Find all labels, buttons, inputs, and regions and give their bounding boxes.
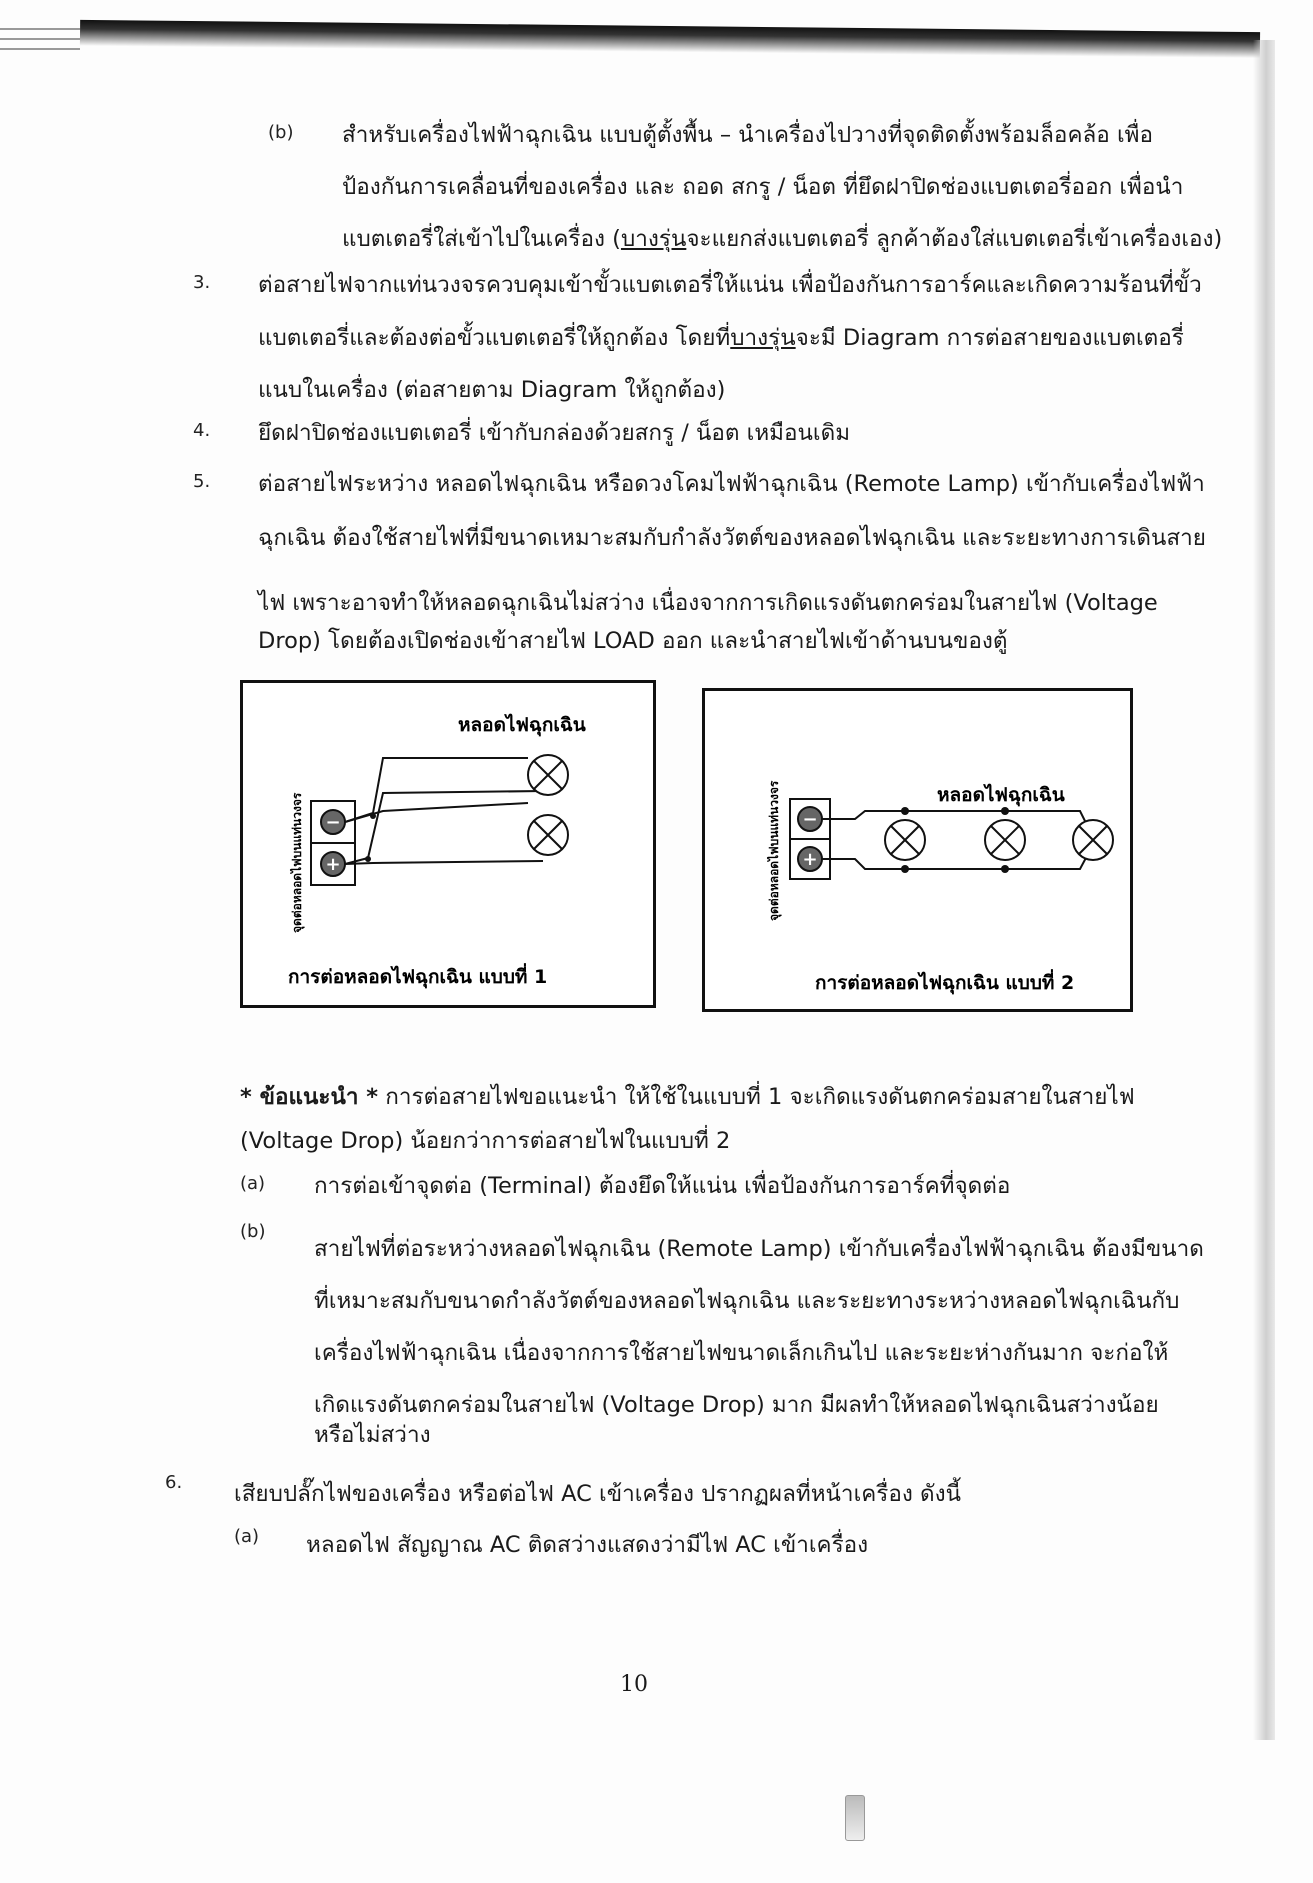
lamp-2-icon xyxy=(985,820,1025,860)
advice-a-line-1: การต่อเข้าจุดต่อ (Terminal) ต้องยึดให้แน่น เพื่อป้องกันการอาร์คที่จุดต่อ xyxy=(314,1173,1011,1199)
item5-line-2: ฉุกเฉิน ต้องใช้สายไฟที่มีขนาดเหมาะสมกับกำลังวัตต์ของหลอดไฟฉุกเฉิน และระยะทางการเดินสาย xyxy=(258,525,1206,551)
item5-line-4: Drop) โดยต้องเปิดช่องเข้าสายไฟ LOAD ออก และนำสายไฟเข้าด้านบนของตู้ xyxy=(258,628,1008,654)
item3-line-2 xyxy=(258,323,1184,353)
advice-b-line-3: เครื่องไฟฟ้าฉุกเฉิน เนื่องจากการใช้สายไฟขนาดเล็กเกินไป และระยะห่างกันมาก จะก่อให้ xyxy=(314,1340,1169,1366)
junction-dot xyxy=(1001,865,1009,873)
advice-label: * ข้อแนะนำ * xyxy=(240,1084,379,1110)
text-span: จะแยกส่งแบตเตอรี่ ลูกค้าต้องใส่แบตเตอรี่เข้าเครื่องเอง) xyxy=(686,226,1223,252)
marker-advice-b: (b) xyxy=(240,1221,266,1242)
binder-clip-mark xyxy=(845,1795,865,1841)
marker-5: 5. xyxy=(193,471,211,492)
lamp-3-icon xyxy=(1073,820,1113,860)
marker-4: 4. xyxy=(193,420,211,441)
item3-line-1: ต่อสายไฟจากแท่นวงจรควบคุมเข้าขั้วแบตเตอรี่ให้แน่น เพื่อป้องกันการอาร์คและเกิดความร้อนที่ขั้ว xyxy=(258,272,1202,298)
page-number: 10 xyxy=(620,1672,648,1697)
junction-dot xyxy=(365,856,371,862)
advice-b-line-4: เกิดแรงดันตกคร่อมในสายไฟ (Voltage Drop) มาก มีผลทำให้หลอดไฟฉุกเฉินสว่างน้อย xyxy=(314,1392,1159,1418)
wire-plus-lamp-2 xyxy=(345,861,543,864)
lamp-label: หลอดไฟฉุกเฉิน xyxy=(458,714,586,736)
marker-3: 3. xyxy=(193,272,211,293)
terminal-label: จุดต่อหลอดไฟบนแท่นวงจร xyxy=(290,792,304,933)
wiring-diagram-1 xyxy=(240,680,656,1008)
minus-sign: − xyxy=(802,809,818,830)
wire-minus-lamp-1 xyxy=(345,758,528,822)
item5-line-1: ต่อสายไฟระหว่าง หลอดไฟฉุกเฉิน หรือดวงโคมไฟฟ้าฉุกเฉิน (Remote Lamp) เข้ากับเครื่องไฟฟ้า xyxy=(258,471,1205,497)
marker-advice-a: (a) xyxy=(240,1173,266,1194)
junction-dot xyxy=(901,807,909,815)
junction-dot xyxy=(370,813,376,819)
advice-b-line-5: หรือไม่สว่าง xyxy=(314,1422,431,1448)
underlined-text: บางรุ่น xyxy=(730,325,796,351)
underlined-text: บางรุ่น xyxy=(620,226,687,252)
para-b-line-2: ป้องกันการเคลื่อนที่ของเครื่อง และ ถอด สกรู / น็อต ที่ยึดฝาปิดช่องแบตเตอรี่ออก เพื่อนำ xyxy=(342,174,1184,200)
item5-line-3: ไฟ เพราะอาจทำให้หลอดฉุกเฉินไม่สว่าง เนื่องจากการเกิดแรงดันตกคร่อมในสายไฟ (Voltage xyxy=(258,590,1158,616)
text-span: แบตเตอรี่ใส่เข้าไปในเครื่อง ( xyxy=(342,226,621,252)
lamp-1-icon xyxy=(528,755,568,795)
item4-line-1: ยึดฝาปิดช่องแบตเตอรี่ เข้ากับกล่องด้วยสกรู / น็อต เหมือนเดิม xyxy=(258,420,851,446)
text-span: การต่อสายไฟขอแนะนำ ให้ใช้ในแบบที่ 1 จะเกิดแรงดันตกคร่อมสายในสายไฟ xyxy=(378,1084,1135,1110)
wire-plus-bus xyxy=(822,841,1095,869)
marker-b: (b) xyxy=(268,122,294,143)
wiring-diagram-2 xyxy=(702,688,1133,1012)
diagram-2-drawing xyxy=(705,691,1130,1009)
diagram-2-caption: การต่อหลอดไฟฉุกเฉิน แบบที่ 2 xyxy=(815,972,1075,994)
diagram-1-drawing xyxy=(243,683,653,1005)
plus-sign: + xyxy=(802,849,818,870)
para-b-line-3 xyxy=(342,224,1222,254)
lamp-label: หลอดไฟฉุกเฉิน xyxy=(937,784,1065,806)
advice-b-line-2: ที่เหมาะสมกับขนาดกำลังวัตต์ของหลอดไฟฉุกเฉิน และระยะทางระหว่างหลอดไฟฉุกเฉินกับ xyxy=(314,1288,1180,1314)
advice-b-line-1: สายไฟที่ต่อระหว่างหลอดไฟฉุกเฉิน (Remote Lamp) เข้ากับเครื่องไฟฟ้าฉุกเฉิน ต้องมีขนาด xyxy=(314,1236,1204,1262)
marker-6a: (a) xyxy=(234,1526,260,1547)
marker-6: 6. xyxy=(165,1472,183,1493)
lamp-1-icon xyxy=(885,820,925,860)
diagram-1-caption: การต่อหลอดไฟฉุกเฉิน แบบที่ 1 xyxy=(288,966,548,988)
item3-line-3: แนบในเครื่อง (ต่อสายตาม Diagram ให้ถูกต้อง) xyxy=(258,377,726,403)
item6a-line-1: หลอดไฟ สัญญาณ AC ติดสว่างแสดงว่ามีไฟ AC เข้าเครื่อง xyxy=(306,1532,869,1558)
wire-minus-bus xyxy=(822,811,1095,841)
lamp-2-icon xyxy=(528,815,568,855)
text-span: แบตเตอรี่และต้องต่อขั้วแบตเตอรี่ให้ถูกต้อง โดยที่ xyxy=(258,325,731,351)
minus-sign: − xyxy=(325,812,341,833)
advice-line-2: (Voltage Drop) น้อยกว่าการต่อสายไฟในแบบที่ 2 xyxy=(240,1128,731,1154)
junction-dot xyxy=(901,865,909,873)
para-b-line-1: สำหรับเครื่องไฟฟ้าฉุกเฉิน แบบตู้ตั้งพื้น – นำเครื่องไปวางที่จุดติดตั้งพร้อมล็อคล้อ เพื่อ xyxy=(342,122,1153,148)
advice-line-1 xyxy=(240,1082,1135,1112)
plus-sign: + xyxy=(325,854,341,875)
junction-dot xyxy=(1001,807,1009,815)
terminal-label: จุดต่อหลอดไฟบนแท่นวงจร xyxy=(767,780,781,921)
item6-line-1: เสียบปลั๊กไฟของเครื่อง หรือต่อไฟ AC เข้าเครื่อง ปรากฏผลที่หน้าเครื่อง ดังนี้ xyxy=(234,1481,962,1507)
text-span: จะมี Diagram การต่อสายของแบตเตอรี่ xyxy=(795,325,1184,351)
